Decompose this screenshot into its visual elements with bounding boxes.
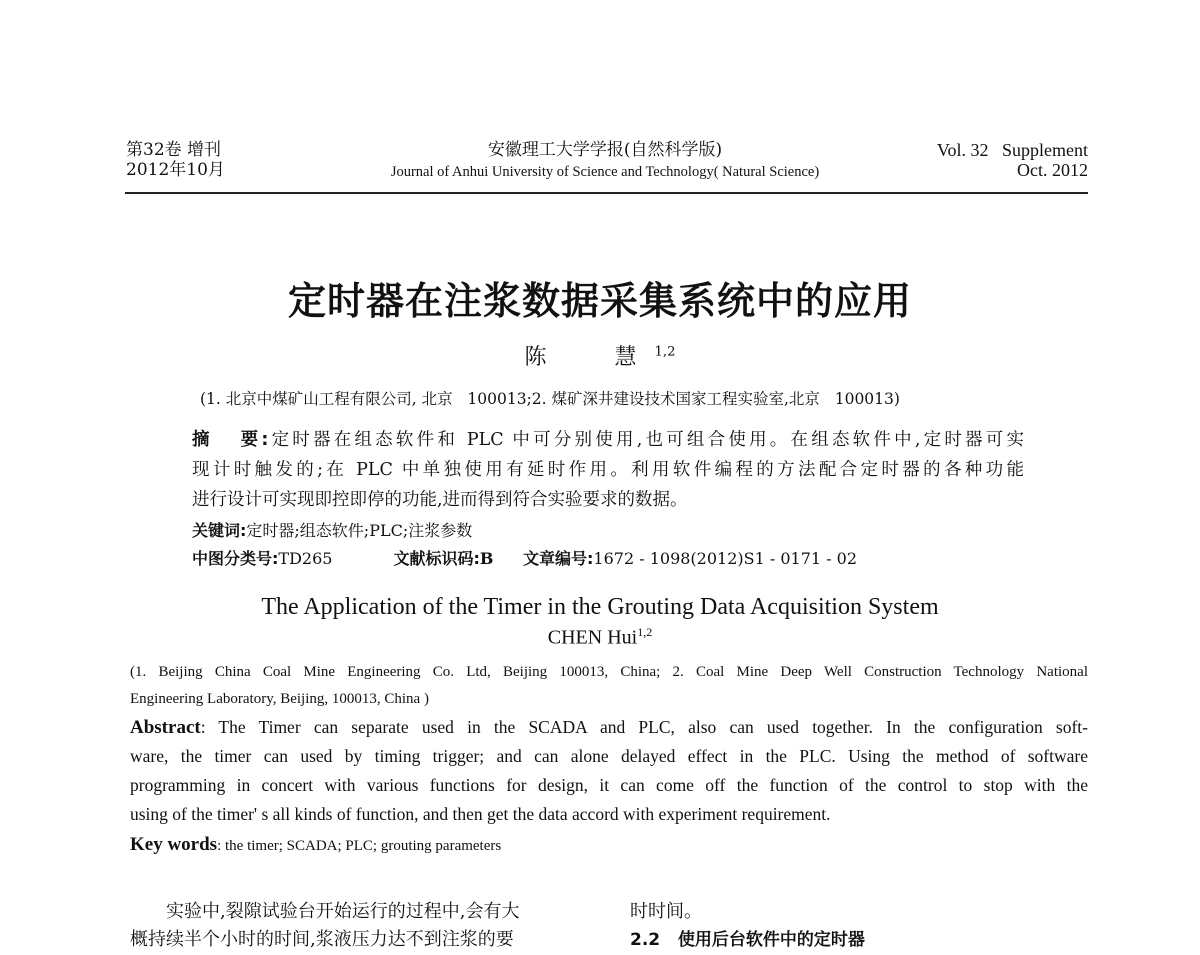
abstract-cn-line-1 (192, 428, 1024, 452)
affiliation-en-line-1: (1. Beijing China Coal Mine Engineering Co. Ltd, Beijing 100013, China; 2. Coal Mine Deep Well Construction Technology National (130, 664, 1088, 680)
abstract-cn-line-3: 进行设计可实现即控即停的功能,进而得到符合实验要求的数据。 (192, 490, 688, 510)
abstract-en-line-1 (130, 713, 1088, 742)
section-heading: 2.2 使用后台软件中的定时器 (630, 930, 865, 950)
abstract-en-text: : The Timer can separate used in the SCADA and PLC, also can used together. In the configuration soft- (200, 717, 1088, 737)
doc-code-label: 文献标识码: (393, 549, 480, 568)
body-left-line-2: 概持续半个小时的时间,浆液压力达不到注浆的要 (130, 929, 514, 950)
article-number-label: 文章编号: (523, 549, 594, 568)
keywords-en-label: Key words (130, 834, 218, 855)
article-number-value: 1672 - 1098(2012)S1 - 0171 - 02 (593, 549, 857, 568)
keywords-en-value: : the timer; SCADA; PLC; grouting parameters (217, 838, 502, 854)
keywords-cn (192, 518, 472, 541)
date-en: Oct. 2012 (1017, 160, 1088, 180)
author-en (0, 625, 1200, 650)
clc-label: 中图分类号: (192, 549, 279, 568)
paper-title-cn: 定时器在注浆数据采集系统中的应用 (287, 278, 912, 323)
volume-info: 第32卷 增刊 (126, 140, 222, 160)
keywords-cn-label: 关键词: (192, 521, 247, 540)
paper-title-en: The Application of the Timer in the Grouting Data Acquisition System (261, 594, 939, 620)
journal-name-en: Journal of Anhui University of Science and Technology( Natural Science) (390, 164, 820, 180)
author-superscript: 1,2 (654, 344, 676, 360)
author-name: 陈 慧 (524, 345, 655, 370)
clc-value: TD265 (278, 549, 333, 568)
abstract-cn-label: 摘 要: (192, 430, 269, 450)
issue-date: 2012年10月 (126, 160, 225, 180)
author-cn (0, 340, 1200, 371)
classification-row (192, 546, 857, 569)
keywords-en (130, 830, 1088, 859)
keywords-cn-value: 定时器;组态软件;PLC;注浆参数 (246, 521, 473, 540)
header-rule (125, 192, 1088, 194)
journal-name-cn: 安徽理工大学学报(自然科学版) (487, 140, 723, 160)
author-en-name: CHEN Hui (547, 626, 638, 649)
author-en-superscript: 1,2 (637, 625, 653, 639)
abstract-en-label: Abstract (130, 717, 201, 738)
volume-en: Vol. 32 Supplement (936, 140, 1088, 160)
abstract-cn-line-2: 现计时触发的;在 PLC 中单独使用有延时作用。利用软件编程的方法配合定时器的各种功能 (192, 460, 1024, 480)
doc-code-value: B (479, 549, 494, 568)
affiliation-en-line-2: Engineering Laboratory, Beijing, 100013, China ) (130, 691, 429, 707)
affiliation-cn: (1. 北京中煤矿山工程有限公司, 北京 100013;2. 煤矿深井建设技术国家工程实验室,北京 100013) (200, 390, 900, 408)
abstract-en-line-3: programming in concert with various functions for design, it can come off the function of the control to stop with the (130, 775, 1088, 795)
abstract-en-line-4: using of the timer' s all kinds of function, and then get the data accord with experiment requirement. (130, 804, 831, 824)
abstract-en-line-2: ware, the timer can used by timing trigger; and can alone delayed effect in the PLC. Using the method of software (130, 746, 1088, 766)
abstract-cn-text: 定时器在组态软件和 PLC 中可分别使用,也可组合使用。在组态软件中,定时器可实 (268, 430, 1024, 450)
body-right-line-1: 时时间。 (630, 901, 702, 922)
body-left-line-1: 实验中,裂隙试验台开始运行的过程中,会有大 (166, 901, 520, 922)
